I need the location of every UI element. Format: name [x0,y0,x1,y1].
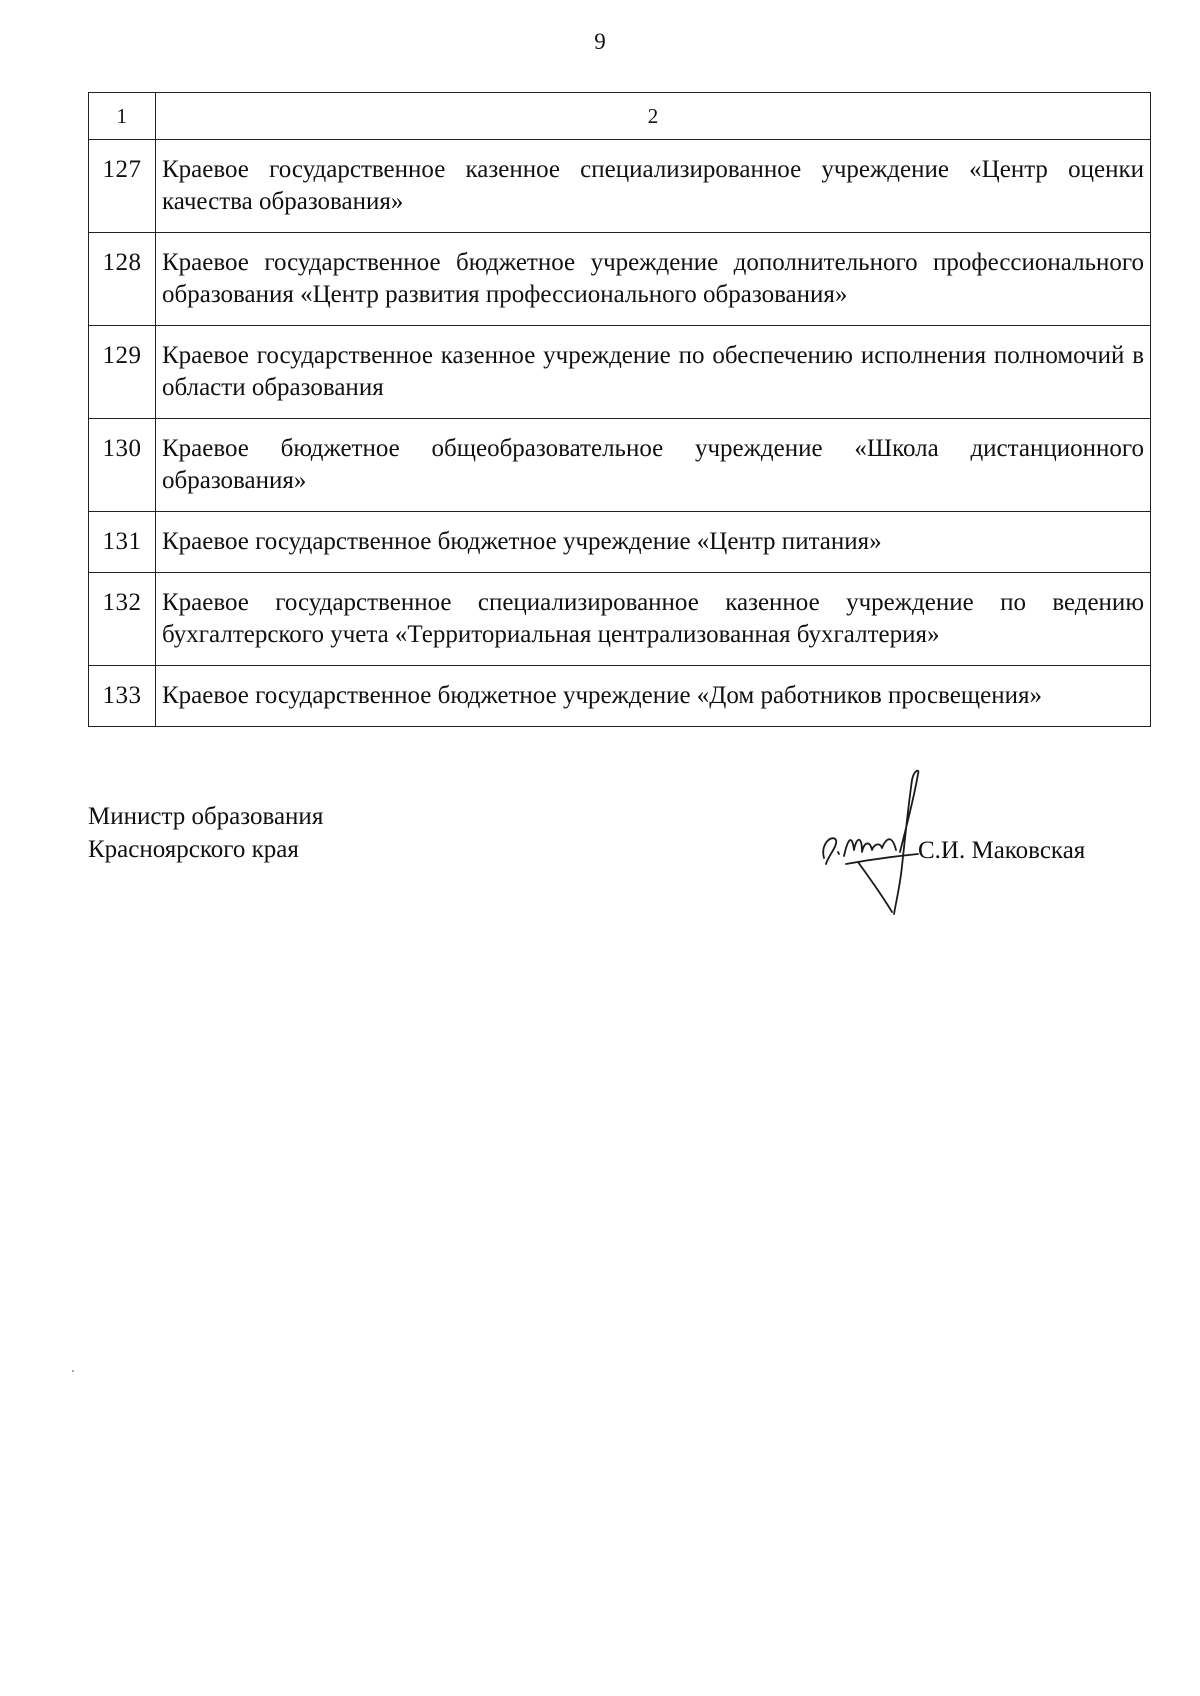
row-number: 131 [89,512,156,573]
table-header-row [89,93,1151,140]
institution-name: Краевое государственное казенное специализированное учреждение «Центр оценки качества образования» [156,140,1151,233]
table-row [89,573,1151,666]
table-row [89,140,1151,233]
table-row [89,233,1151,326]
header-column-number: 1 [89,93,156,140]
institution-name: Краевое бюджетное общеобразовательное учреждение «Школа дистанционного образования» [156,419,1151,512]
institutions-table [88,92,1151,727]
table-row [89,512,1151,573]
institution-name: Краевое государственное бюджетное учреждение «Центр питания» [156,512,1151,573]
table-row [89,326,1151,419]
signatory-name: С.И. Маковская [918,837,1086,864]
table-row [89,666,1151,727]
row-number: 132 [89,573,156,666]
signatory-position-line-2: Красноярского края [88,836,299,863]
institution-name: Краевое государственное казенное учреждение по обеспечению исполнения полномочий в области образования [156,326,1151,419]
signatory-position-line-1: Министр образования [88,803,324,830]
scan-artifact [72,1370,74,1372]
row-number: 128 [89,233,156,326]
row-number: 129 [89,326,156,419]
institution-name: Краевое государственное бюджетное учреждение дополнительного профессионального образования «Центр развития профессионального образования» [156,233,1151,326]
row-number: 130 [89,419,156,512]
institution-name: Краевое государственное бюджетное учреждение «Дом работников просвещения» [156,666,1151,727]
institution-name: Краевое государственное специализированное казенное учреждение по ведению бухгалтерского учета «Территориальная централизованная бухгалтерия» [156,573,1151,666]
row-number: 133 [89,666,156,727]
header-column-name: 2 [156,93,1151,140]
row-number: 127 [89,140,156,233]
signatory-position [88,800,323,866]
table-row [89,419,1151,512]
page-number: 9 [594,29,606,54]
